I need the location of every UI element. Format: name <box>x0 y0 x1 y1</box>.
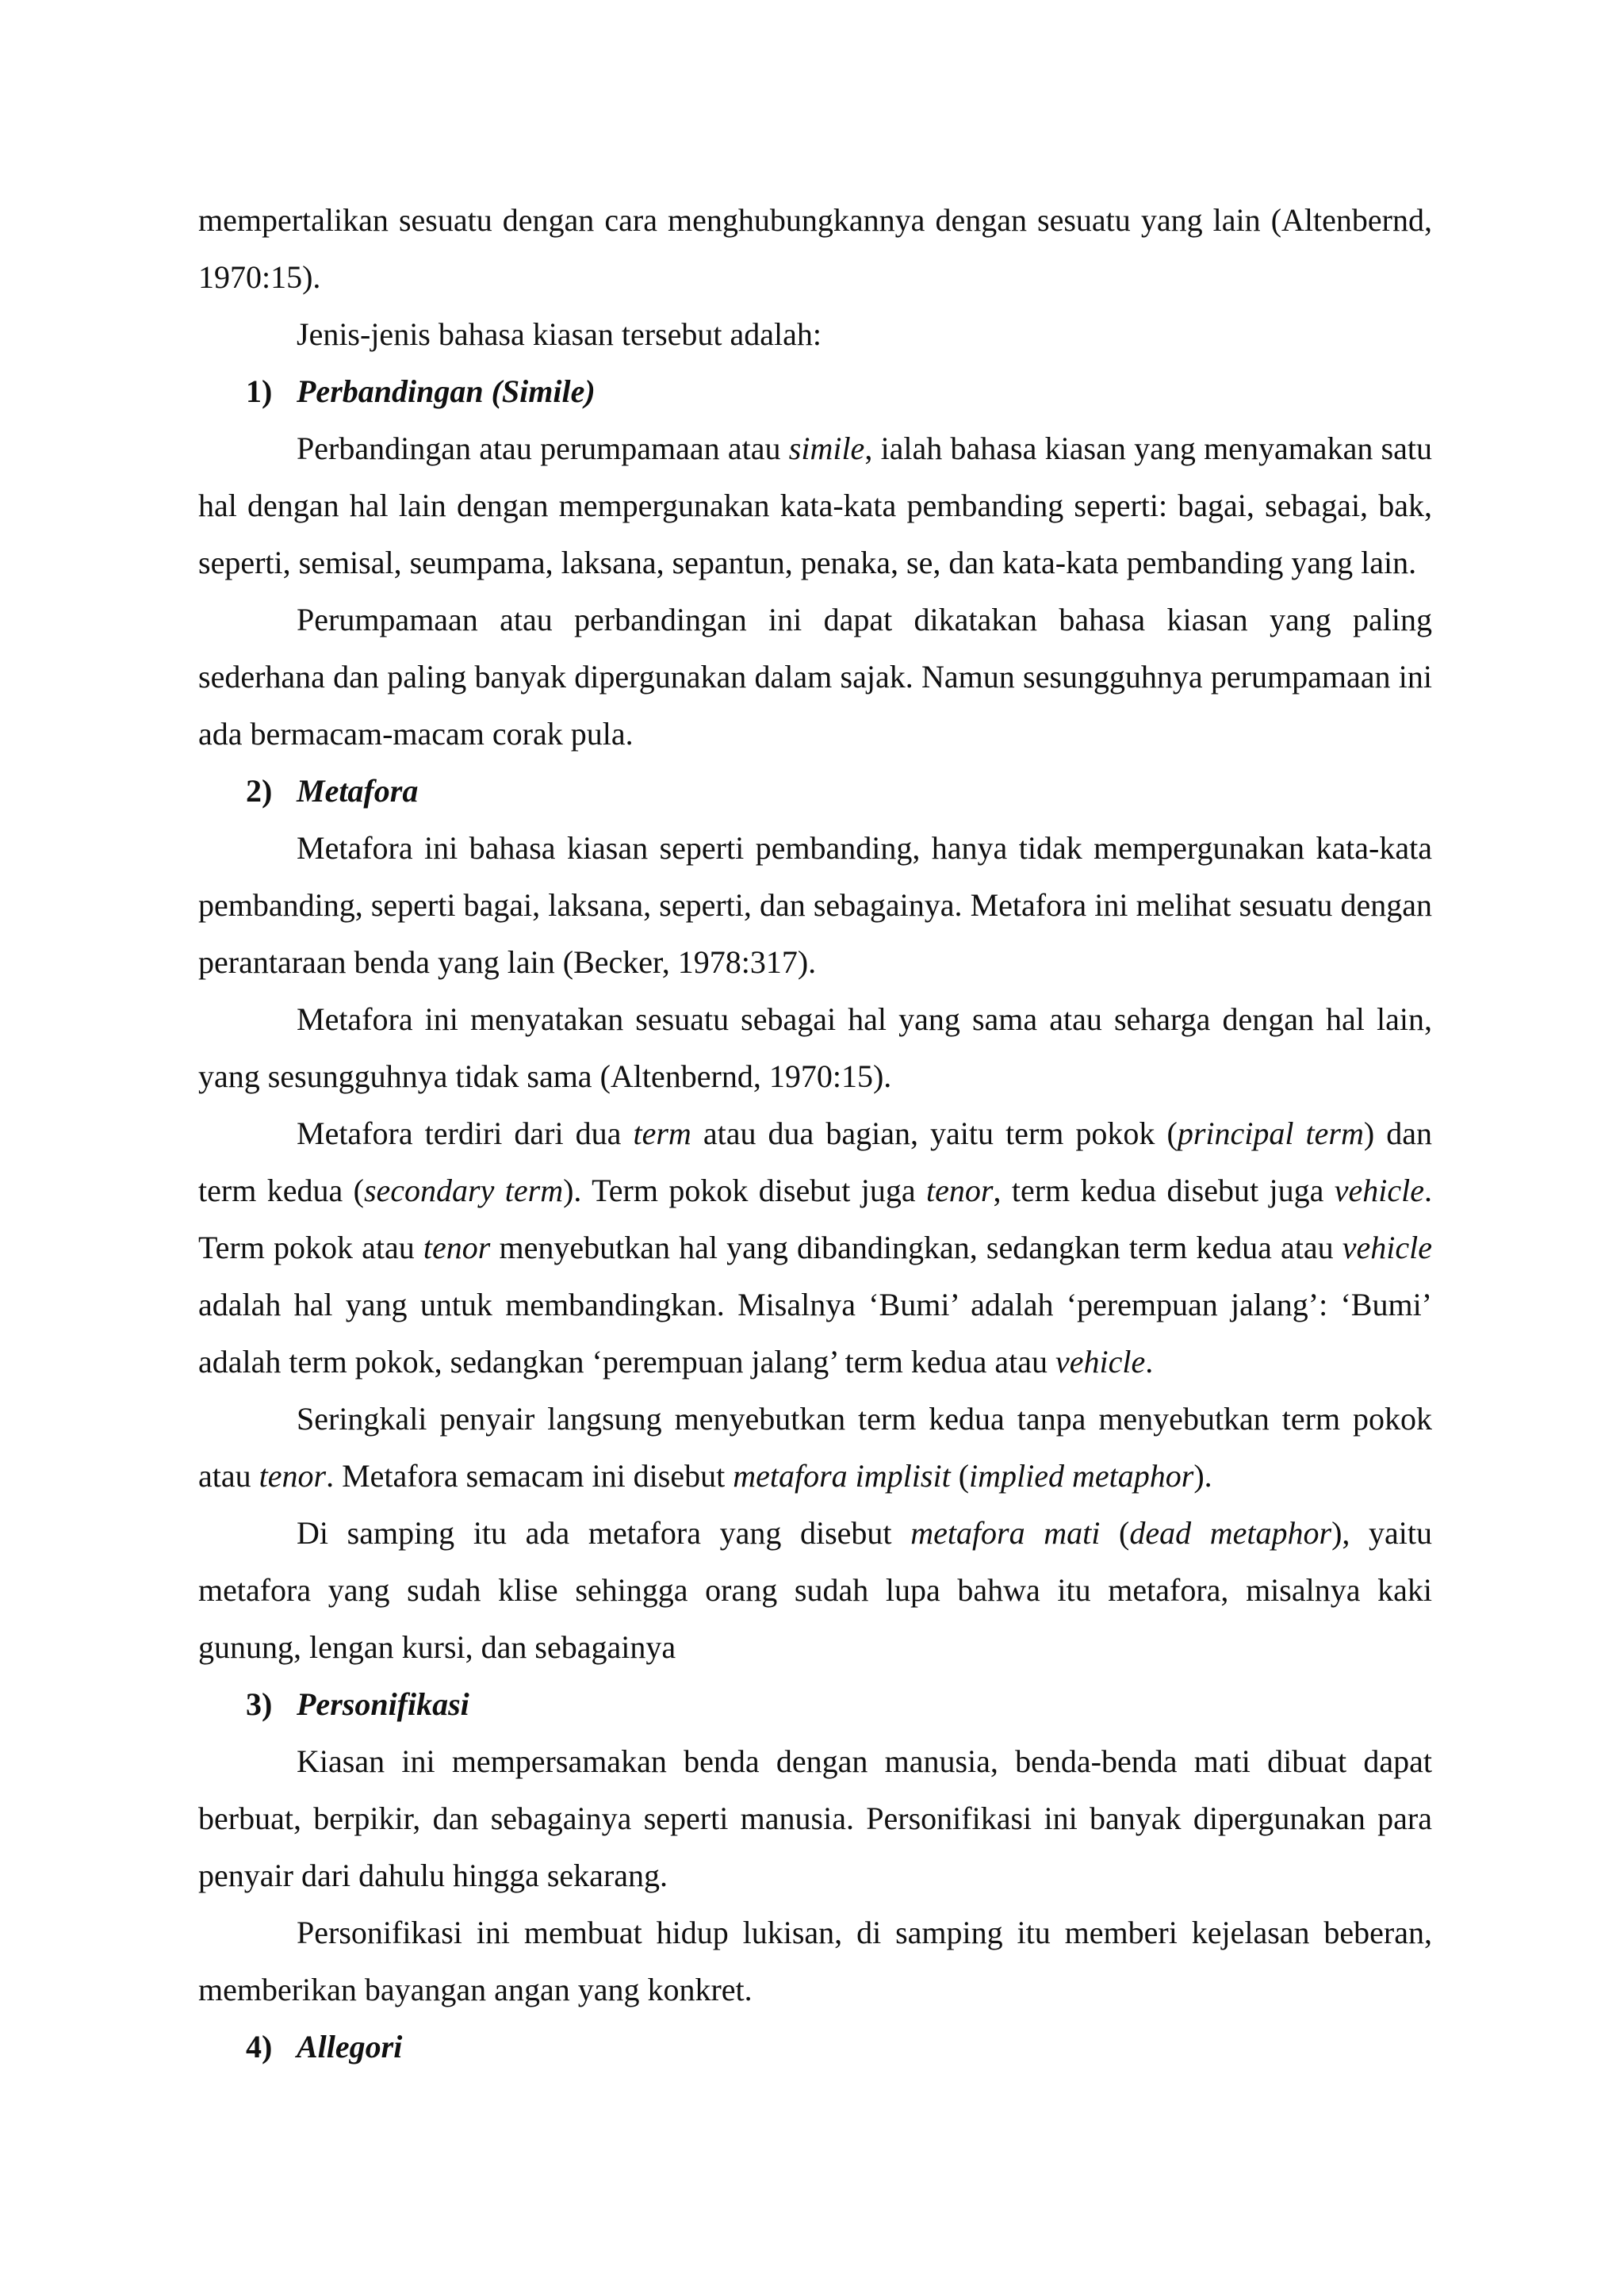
heading-number: 4) <box>246 2029 273 2064</box>
paragraph-types-intro: Jenis-jenis bahasa kiasan tersebut adalah: <box>297 316 822 352</box>
heading-allegori <box>198 2019 1432 2076</box>
paragraph-metafora-2: Metafora ini menyatakan sesuatu sebagai hal yang sama atau seharga dengan hal lain, yang sesungguhnya tidak sama (Altenbernd, 1970:15). <box>198 1001 1432 1094</box>
paragraph-metafora-3: Metafora terdiri dari dua term atau dua bagian, yaitu term pokok (principal term) dan term kedua (secondary term). Term pokok disebut juga tenor, term kedua disebut juga vehicle. Term pokok atau tenor menyebutkan hal yang dibandingkan, sedangkan term kedua atau vehicle adalah hal yang untuk membandingkan. Misalnya ‘Bumi’ adalah ‘perempuan jalang’: ‘Bumi’ adalah term pokok, sedangkan ‘perempuan jalang’ term kedua atau vehicle. <box>198 1115 1433 1380</box>
heading-simile <box>198 363 1432 420</box>
paragraph-personifikasi-2: Personifikasi ini membuat hidup lukisan, di samping itu memberi kejelasan beberan, memberikan bayangan angan yang konkret. <box>198 1915 1432 2007</box>
heading-number: 1) <box>246 373 273 409</box>
heading-title: Perbandingan (Simile) <box>297 373 596 409</box>
document-page <box>198 192 1432 2076</box>
paragraph-intro: mempertalikan sesuatu dengan cara menghubungkannya dengan sesuatu yang lain (Altenbernd, 1970:15). <box>198 202 1432 295</box>
heading-title: Metafora <box>297 773 419 809</box>
paragraph-simile-1: Perbandingan atau perumpamaan atau simile, ialah bahasa kiasan yang menyamakan satu hal dengan hal lain dengan mempergunakan kata-kata pembanding seperti: bagai, sebagai, bak, seperti, semisal, seumpama, laksana, sepantun, penaka, se, dan kata-kata pembanding yang lain. <box>198 430 1433 580</box>
paragraph-metafora-1: Metafora ini bahasa kiasan seperti pembanding, hanya tidak mempergunakan kata-kata pembanding, seperti bagai, laksana, seperti, dan sebagainya. Metafora ini melihat sesuatu dengan perantaraan benda yang lain (Becker, 1978:317). <box>198 830 1432 980</box>
paragraph-personifikasi-1: Kiasan ini mempersamakan benda dengan manusia, benda-benda mati dibuat dapat berbuat, berpikir, dan sebagainya seperti manusia. Personifikasi ini banyak dipergunakan para penyair dari dahulu hingga sekarang. <box>198 1743 1432 1893</box>
heading-title: Allegori <box>297 2029 403 2064</box>
heading-personifikasi <box>198 1676 1432 1733</box>
heading-number: 3) <box>246 1686 273 1722</box>
paragraph-simile-2: Perumpamaan atau perbandingan ini dapat dikatakan bahasa kiasan yang paling sederhana dan paling banyak dipergunakan dalam sajak. Namun sesungguhnya perumpamaan ini ada bermacam-macam corak pula. <box>198 602 1432 752</box>
heading-title: Personifikasi <box>297 1686 469 1722</box>
paragraph-metafora-5: Di samping itu ada metafora yang disebut metafora mati (dead metaphor), yaitu metafora yang sudah klise sehingga orang sudah lupa bahwa itu metafora, misalnya kaki gunung, lengan kursi, dan sebagainya <box>198 1515 1433 1665</box>
heading-number: 2) <box>246 773 273 809</box>
paragraph-metafora-4: Seringkali penyair langsung menyebutkan term kedua tanpa menyebutkan term pokok atau tenor. Metafora semacam ini disebut metafora implisit (implied metaphor). <box>198 1401 1432 1494</box>
heading-metafora <box>198 763 1432 820</box>
